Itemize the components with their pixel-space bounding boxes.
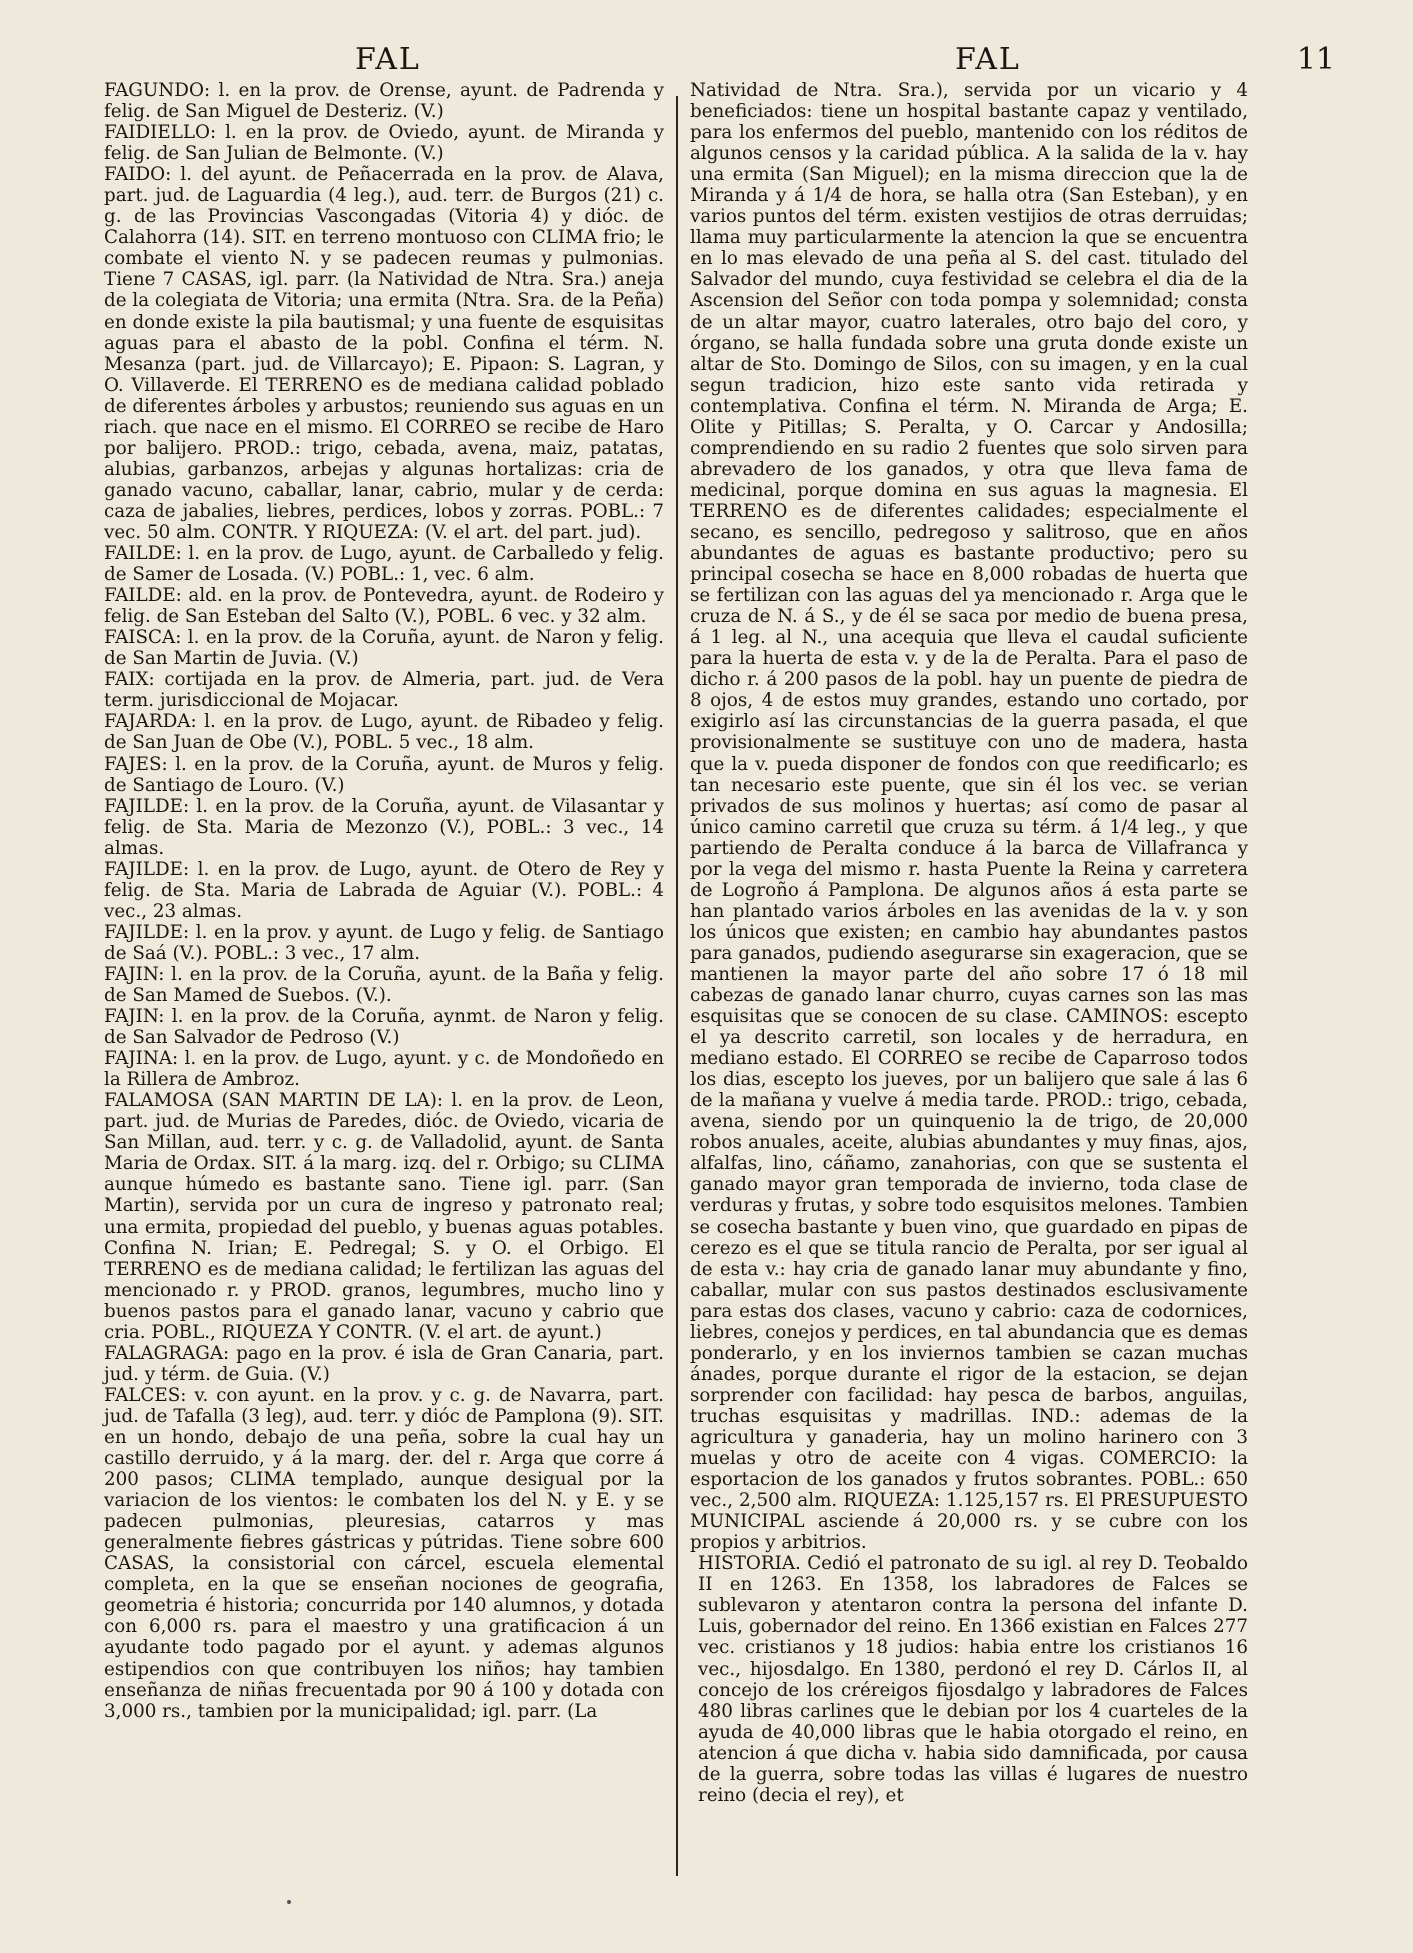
entry-faisca: FAISCA: l. en la prov. de la Coruña, ayunt. de Naron y felig. de San Martin de Juvia. (V.) — [104, 627, 664, 670]
ink-speck — [287, 1900, 291, 1904]
page-header — [95, 42, 1335, 82]
entry-fajilde-otero: FAJILDE: l. en la prov. de Lugo, ayunt. de Otero de Rey y felig. de Sta. Maria de Labrada de Aguiar (V.). POBL.: 4 vec., 23 almas. — [104, 858, 664, 922]
entry-failde-pontevedra: FAILDE: ald. en la prov. de Pontevedra, ayunt. de Rodeiro y felig. de San Esteban del Salto (V.), POBL. 6 vec. y 32 alm. — [104, 585, 664, 628]
entry-fagundo: FAGUNDO: l. en la prov. de Orense, ayunt. de Padrenda y felig. de San Miguel de Desteriz. (V.) — [104, 80, 664, 123]
entry-faido: FAIDO: l. del ayunt. de Peñacerrada en la prov. de Alava, part. jud. de Laguardia (4 leg.), aud. terr. de Burgos (21) c. g. de las Provincias Vascongadas (Vitoria 4) y dióc. de Calahorra (14). SIT. en terreno montuoso con CLIMA frio; le combate el viento N. y se padecen reumas y pulmonias. Tiene 7 CASAS, igl. parr. (la Natividad de Ntra. Sra.) aneja de la colegiata de Vitoria; una ermita (Ntra. Sra. de la Peña) en donde existe la pila bautismal; y una fuente de esquisitas aguas para el abasto de la pobl. Confina el térm. N. Mesanza (part. jud. de Villarcayo); E. Pipaon: S. Lagran, y O. Villaverde. El TERRENO es de mediana calidad poblado de diferentes árboles y arbustos; reuniendo sus aguas en un riach. que nace en el mismo. El CORREO se recibe de Haro por balijero. PROD.: trigo, cebada, avena, maiz, patatas, alubias, garbanzos, arbejas y algunas hortalizas: cria de ganado vacuno, caballar, lanar, cabrio, mular y de cerda: caza de jabalies, liebres, perdices, lobos y zorras. POBL.: 7 vec. 50 alm. CONTR. Y RIQUEZA: (V. el art. del part. jud). — [104, 164, 664, 543]
entry-falagraga: FALAGRAGA: pago en la prov. é isla de Gran Canaria, part. jud. y térm. de Guia. (V.) — [104, 1342, 664, 1385]
left-column — [96, 80, 664, 1910]
falces-continued: Natividad de Ntra. Sra.), servida por un vicario y 4 beneficiados: tiene un hospital bastante capaz y ventilado, para los enfermos del pueblo, mantenido con los réditos de algunos censos y la caridad pública. A la salida de la v. hay una ermita (San Miguel); en la misma direccion que la de Miranda y á 1/4 de hora, se halla otra (San Esteban), y en varios puntos del térm. existen vestijios de otras derruidas; llama muy particularmente la atencion la que se encuentra en lo mas elevado de una peña al S. del cast. titulado del Salvador del mundo, cuya festividad se celebra el dia de la Ascension del Señor con toda pompa y solemnidad; consta de un altar mayor, cuatro laterales, otro bajo del coro, y órgano, se halla fundada sobre una gruta donde existe un altar de Sto. Domingo de Silos, con su imagen, y en la cual segun tradicion, hizo este santo vida retirada y contemplativa. Confina el térm. N. Miranda de Arga; E. Olite y Pitillas; S. Peralta, y O. Carcar y Andosilla; comprendiendo en su radio 2 fuentes que solo sirven para abrevadero de los ganados, y otra que lleva fama de medicinal, porque domina en sus aguas la magnesia. El TERRENO es de diferentes calidades; especialmente el secano, es sencillo, pedregoso y salitroso, que en años abundantes de aguas es bastante productivo; pero su principal cosecha se hace en 8,000 robadas de huerta que se fertilizan con las aguas del ya mencionado r. Arga que le cruza de N. á S., y de él se saca por medio de buena presa, á 1 leg. al N., una acequia que lleva el caudal suficiente para la huerta de esta v. y de la de Peralta. Para el paso de dicho r. á 200 pasos de la pobl. hay un puente de piedra de 8 ojos, 4 de estos muy grandes, estando uno cortado, por exigirlo así las circunstancias de la guerra pasada, el que provisionalmente se sustituye con uno de madera, hasta que la v. pueda disponer de fondos con que reedificarlo; es tan necesario este puente, que sin él los vec. se verian privados de sus molinos y huertas; así como de pasar al único camino carretil que cruza su térm. á 1/4 leg., y que partiendo de Peralta conduce á la barca de Villafranca y por la vega del mismo r. hasta Puente la Reina y carretera de Logroño á Pamplona. De algunos años á esta parte se han plantado varios árboles en las avenidas de la v. y son los únicos que existen; en cambio hay abundantes pastos para ganados, pudiendo asegurarse sin exageracion, que se mantienen la mayor parte del año sobre 17 ó 18 mil cabezas de ganado lanar churro, cuyas carnes son las mas esquisitas que se conocen de su clase. CAMINOS: escepto el ya descrito carretil, son locales y de herradura, en mediano estado. El CORREO se recibe de Caparroso todos los dias, escepto los jueves, por un balijero que sale á las 6 de la mañana y vuelve á media tarde. PROD.: trigo, cebada, avena, siendo por un quinquenio la de trigo, de 20,000 robos anuales, aceite, alubias abundantes y muy finas, ajos, alfalfas, lino, cáñamo, zanahorias, con que se sustenta el ganado mayor gran temporada de invierno, toda clase de verduras y frutas, y sobre todo esquisitos melones. Tambien se cosecha bastante y buen vino, que guardado en pipas de cerezo es el que se titula rancio de Peralta, por ser igual al de esta v.: hay cria de ganado lanar muy abundante y fino, caballar, mular con sus pastos destinados esclusivamente para estas dos clases, vacuno y cabrio: caza de codornices, liebres, conejos y perdices, en tal abundancia que es demas ponderarlo, y en los inviernos tambien se cazan muchas ánades, porque durante el rigor de la estacion, se dejan sorprender con facilidad: hay pesca de barbos, anguilas, truchas esquisitas y madrillas. IND.: ademas de la agricultura y ganaderia, hay un molino harinero con 3 muelas y otro de aceite con 4 vigas. COMERCIO: la esportacion de los ganados y frutos sobrantes. POBL.: 650 vec., 2,500 alm. RIQUEZA: 1.125,157 rs. El PRESUPUESTO MUNICIPAL asciende á 20,000 rs. y se cubre con los propios y arbitrios. — [690, 80, 1248, 1554]
entry-fajin-bana: FAJIN: l. en la prov. de la Coruña, ayunt. de la Baña y felig. de San Mamed de Suebos. (V.). — [104, 963, 664, 1007]
falces-historia: HISTORIA. Cedió el patronato de su igl. al rey D. Teobaldo II en 1263. En 1358, los labradores de Falces se sublevaron y atentaron contra la persona del infante D. Luis, gobernador del reino. En 1366 existian en Falces 277 vec. cristianos y 18 judios: habia entre los cristianos 16 vec., hijosdalgo. En 1380, perdonó el rey D. Cárlos II, al concejo de los créreigos fijosdalgo y labradores de Falces 480 libras carlines que le debian por los 4 cuarteles de la ayuda de 40,000 libras que le habia otorgado el reino, en atencion á que dicha v. habia sido damnificada, por causa de la guerra, sobre todas las villas é lugares de nuestro reino (decia el rey), et — [698, 1553, 1248, 1806]
entry-fajilde-coruna: FAJILDE: l. en la prov. de la Coruña, ayunt. de Vilasantar y felig. de Sta. Maria de Mezonzo (V.), POBL.: 3 vec., 14 almas. — [104, 795, 664, 859]
entry-falamosa: FALAMOSA (SAN MARTIN DE LA): l. en la prov. de Leon, part. jud. de Murias de Paredes, dióc. de Oviedo, vicaria de San Millan, aud. terr. y c. g. de Valladolid, ayunt. de Santa Maria de Ordax. SIT. á la marg. izq. del r. Orbigo; su CLIMA aunque húmedo es bastante sano. Tiene igl. parr. (San Martin), servida por un cura de ingreso y patronato real; una ermita, propiedad del pueblo, y buenas aguas potables. Confina N. Irian; E. Pedregal; S. y O. el Orbigo. El TERRENO es de mediana calidad; le fertilizan las aguas del mencionado r. y PROD. granos, legumbres, mucho lino y buenos pastos para el ganado lanar, vacuno y cabrio que cria. POBL., RIQUEZA Y CONTR. (V. el art. de ayunt.) — [104, 1090, 664, 1343]
column-divider — [676, 96, 678, 1876]
page-number: 11 — [1296, 42, 1335, 77]
entry-faix: FAIX: cortijada en la prov. de Almeria, part. jud. de Vera term. jurisdiccional de Mojacar. — [104, 669, 664, 712]
entry-fajes: FAJES: l. en la prov. de la Coruña, ayunt. de Muros y felig. de Santiago de Louro. (V.) — [104, 753, 664, 796]
entry-fajilde-lugo: FAJILDE: l. en la prov. y ayunt. de Lugo y felig. de Santiago de Saá (V.). POBL.: 3 vec., 17 alm. — [104, 921, 664, 964]
entry-failde-lugo: FAILDE: l. en la prov. de Lugo, ayunt. de Carballedo y felig. de Samer de Losada. (V.) POBL.: 1, vec. 6 alm. — [104, 543, 664, 586]
entry-fajina: FAJINA: l. en la prov. de Lugo, ayunt. y c. de Mondoñedo en la Rillera de Ambroz. — [104, 1048, 664, 1091]
left-running-head: FAL — [355, 42, 421, 77]
entry-falces: FALCES: v. con ayunt. en la prov. y c. g. de Navarra, part. jud. de Tafalla (3 leg), aud. terr. y dióc de Pamplona (9). SIT. en un hondo, debajo de una peña, sobre la cual hay un castillo derruido, y á la marg. der. del r. Arga que corre á 200 pasos; CLIMA templado, aunque desigual por la variacion de los vientos: le combaten los del N. y E. y se padecen pulmonias, pleuresias, catarros y mas generalmente fiebres gástricas y pútridas. Tiene sobre 600 CASAS, la consistorial con cárcel, escuela elemental completa, en la que se enseñan nociones de geografia, geometria é historia; concurrida por 140 alumnos, y dotada con 6,000 rs. para el maestro y una gratificacion á un ayudante todo pagado por el ayunt. y ademas algunos estipendios con que contribuyen los niños; hay tambien enseñanza de niñas frecuentada por 90 á 100 y dotada con 3,000 rs., tambien por la municipalidad; igl. parr. (La — [104, 1384, 664, 1722]
entry-fajin-naron: FAJIN: l. en la prov. de la Coruña, aynmt. de Naron y felig. de San Salvador de Pedroso (V.) — [104, 1006, 664, 1049]
right-column — [690, 80, 1248, 1940]
entry-fajarda: FAJARDA: l. en la prov. de Lugo, ayunt. de Ribadeo y felig. de San Juan de Obe (V.), POBL. 5 vec., 18 alm. — [104, 711, 664, 754]
entry-faidiello: FAIDIELLO: l. en la prov. de Oviedo, ayunt. de Miranda y felig. de San Julian de Belmonte. (V.) — [104, 122, 664, 165]
right-running-head: FAL — [955, 42, 1021, 77]
